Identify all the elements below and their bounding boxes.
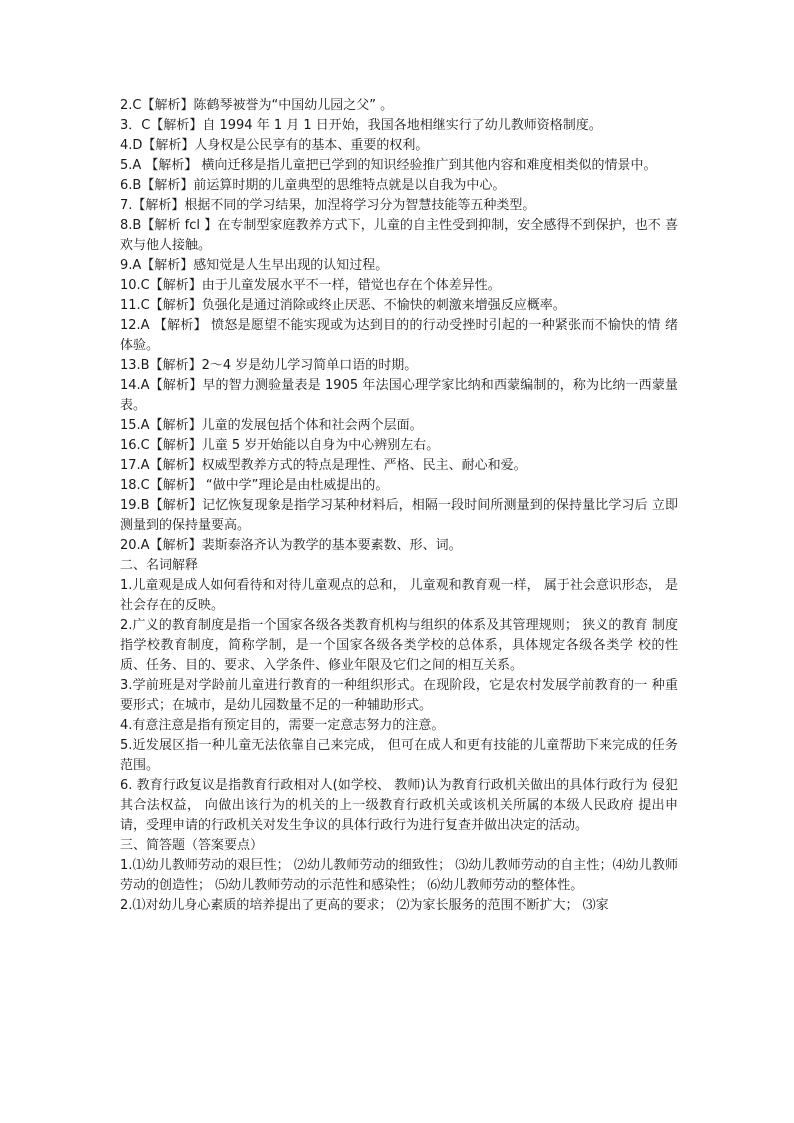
answer-item-15: 15.A【解析】儿童的发展包括个体和社会两个层面。 [120, 418, 423, 433]
answer-item-7: 7.【解析】根据不同的学习结果，加涅将学习分为智慧技能等五种类型。 [120, 198, 536, 213]
answer-item-12: 12.A 【解析】 愤怒是愿望不能实现或为达到目的的行动受挫时引起的一种紧张而不愉快的情 绪体验。 [120, 318, 678, 353]
term-item-3: 3.学前班是对学龄前儿童进行教育的一种组织形式。在现阶段，它是农村发展学前教育的一 种重要形式；在城市，是幼儿园数量不足的一种辅助形式。 [120, 678, 678, 713]
answer-item-16: 16.C【解析】儿童 5 岁开始能以自身为中心辨别左右。 [120, 438, 440, 453]
section-terms [120, 556, 678, 836]
term-item-1: 1.儿童观是成人如何看待和对待儿童观点的总和， 儿童观和教育观一样， 属于社会意识形态， 是社会存在的反映。 [120, 578, 678, 613]
answer-item-2: 2.C【解析】陈鹤琴被誉为“中国幼儿园之父” 。 [120, 98, 394, 113]
answer-item-14: 14.A【解析】早的智力测验量表是 1905 年法国心理学家比纳和西蒙编制的，称为比纳一西蒙量表。 [120, 378, 678, 413]
answer-item-17: 17.A【解析】权威型教养方式的特点是理性、严格、民主、耐心和爱。 [120, 458, 527, 473]
short-answer-item-2: 2.⑴对幼儿身心素质的培养提出了更高的要求； ⑵为家长服务的范围不断扩大； ⑶家 [120, 898, 609, 913]
short-answer-item-1: 1.⑴幼儿教师劳动的艰巨性； ⑵幼儿教师劳动的细致性； ⑶幼儿教师劳动的自主性；⑷幼儿教师劳动的创造性； ⑸幼儿教师劳动的示范性和感染性； ⑹幼儿教师劳动的整体性。 [120, 858, 678, 893]
answer-item-18: 18.C【解析】 “做中学”理论是由杜威提出的。 [120, 478, 389, 493]
term-item-5: 5.近发展区指一种儿童无法依靠自己来完成， 但可在成人和更有技能的儿童帮助下来完成的任务范围。 [120, 738, 678, 773]
answer-item-3: 3．C【解析】自 1994 年 1 月 1 日开始，我国各地相继实行了幼儿教师资格制度。 [120, 118, 602, 133]
section-heading-short-answer: 三、简答题（答案要点） [120, 838, 264, 853]
term-item-4: 4.有意注意是指有预定目的，需要一定意志努力的注意。 [120, 718, 445, 733]
term-item-2: 2.广义的教育制度是指一个国家各级各类教育机构与组织的体系及其管理规则； 狭义的教育 制度指学校教育制度，简称学制，是一个国家各级各类学校的总体系，具体规定各级各类学 校的性质、任务、目的、要求、入学条件、修业年限及它们之间的相互关系。 [120, 618, 678, 673]
section-heading-terms: 二、名词解释 [120, 558, 199, 573]
term-item-6: 6. 教育行政复议是指教育行政相对人(如学校、 教师)认为教育行政机关做出的具体行政行为 侵犯其合法权益， 向做出该行为的机关的上一级教育行政机关或该机关所属的本级人民政府 提出申请，受理申请的行政机关对发生争议的具体行政行为进行复查并做出决定的活动。 [120, 778, 678, 833]
document-page [120, 96, 678, 916]
answer-item-9: 9.A【解析】感知觉是人生早出现的认知过程。 [120, 258, 389, 273]
answer-item-10: 10.C【解析】由于儿童发展水平不一样，错觉也存在个体差异性。 [120, 278, 501, 293]
answer-item-5: 5.A 【解析】 横向迁移是指儿童把已学到的知识经验推广到其他内容和难度相类似的情景中。 [120, 158, 657, 173]
answer-item-19: 19.B【解析】记忆恢复现象是指学习某种材料后，相隔一段时间所测量到的保持量比学习后 立即测量到的保持量要高。 [120, 498, 678, 533]
answer-item-20: 20.A【解析】裴斯泰洛齐认为教学的基本要素数、形、词。 [120, 538, 462, 553]
answer-item-13: 13.B【解析】2～4 岁是幼儿学习简单口语的时期。 [120, 358, 418, 373]
answer-item-4: 4.D【解析】人身权是公民享有的基本、重要的权利。 [120, 138, 429, 153]
answer-item-6: 6.B【解析】前运算时期的儿童典型的思维特点就是以自我为中心。 [120, 178, 506, 193]
answer-item-11: 11.C【解析】负强化是通过消除或终止厌恶、不愉快的刺激来增强反应概率。 [120, 298, 566, 313]
answer-list [120, 96, 678, 556]
answer-item-8: 8.B【解析 fcl 】在专制型家庭教养方式下，儿童的自主性受到抑制，安全感得不到保护，也不 喜欢与他人接触。 [120, 218, 678, 253]
section-short-answer [120, 836, 678, 916]
